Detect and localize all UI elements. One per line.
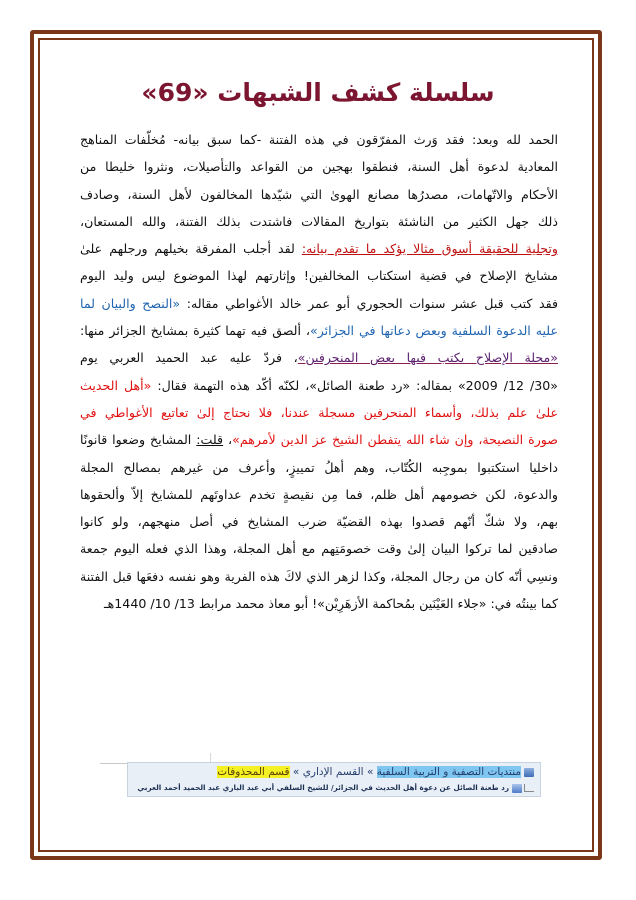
text-segment: «30/ 12/ 2009» بمقاله: «رد طعنة الصائل»، لكنّه أكّد هذه التهمة فقال: [151,377,558,393]
text-line: بهم، ولا شكّ أنّهم قصدوا بهذه القضيّة ضرب المشايخ في أصل منهجهم، ولو كانوا [80,514,558,530]
text-segment: ، ألصق فيه تهما كثيرة بمشايخ الجزائر منها: [80,323,310,339]
breadcrumb-link-subsection[interactable]: قسم المحذوفات [217,766,290,778]
thread-title-link[interactable]: رد طعنة الصائل عن دعوة أهل الحديث في الجزائر/ للشيخ السلفي أبي عبد الباري عبد الحميد أحمد العربي [137,783,509,792]
forum-breadcrumb [127,762,541,797]
text-segment: ، [223,432,233,448]
text-segment: لقد أجلب المفرقة بخيلهم ورجلهم علىٰ [80,241,302,257]
text-line: علىٰ علم بذلك، وأسماء المنحرفين مسجلة عندنا، فلا نحتاج إلىٰ تعاتيع الأغواطي في [80,404,558,420]
text-segment: المشايخ وضعوا قانونًا [80,432,197,448]
said-label: قلت: [196,432,224,448]
breadcrumb-link-section[interactable]: القسم الإداري [302,766,364,778]
breadcrumb-link-forum[interactable]: منتديات التصفية و التربية السلفية [376,766,521,778]
text-line [80,235,558,262]
text-segment: فقد كتب قبل عشر سنوات الحجوري أبو عمر خالد الأغواطي مقاله: [180,295,558,311]
thread-title-row [137,780,534,795]
text-line: الحمد لله وبعد: فقد وَرث المفرّقون في هذه الفتنة -كما سبق بيانه- مُخلّفات المناهج [80,132,558,147]
article-title-quote: عليه الدعوة السلفية وبعض دعاتها في الجزائر» [309,323,558,339]
text-line [80,344,558,371]
text-line: ذلك جهل الكثير من الناشئة بتواريخ المقالات فاشتدت بذلك الفتنة، والله المستعان، [80,213,558,229]
article-body [80,126,558,617]
text-line [80,372,558,399]
accusation-quote: «مجلة الإصلاح يكتب فيها بعض المنحرفين» [297,350,558,366]
highlighted-phrase: وتجلية للحقيقة أسوق مثالا يؤكد ما تقدم بيانه: [301,241,558,257]
text-line-signature: كما بينتُه في: «جلاء العَيْنَين بمُحاكمة الأزهَرِيْن»! أبو معاذ محمد مرابط 13/ 10/ 1440هـ [103,596,558,612]
article-title-quote: «النصح والبيان لما [80,295,181,311]
tree-connector-icon [524,784,534,792]
text-line: المعادية لدعوة أهل السنة، فنطقوا بهجين من القواعد والتأصيلات، ونثروا خليطا من [80,159,558,175]
text-line [80,290,558,317]
breadcrumb-separator: » [363,766,377,778]
page-title: سلسلة كشف الشبهات «69» [141,78,495,107]
folder-icon [524,768,534,777]
quoted-statement: صورة النصيحة، وإن شاء الله يتفطن الشيخ عز الدين لأمرهم» [232,432,558,448]
breadcrumb-separator: » [289,766,303,778]
text-line: الأحكام والاتّهامات، مصدرُها مصانع الهوىٰ التي شيّدها المخالفون لأهل السنة، وصادف [80,186,558,202]
thread-icon [512,784,522,793]
text-line: داخليا استكتبوا بموجِبه الكُتّاب، وهم أهلُ تمييزٍ، وأعرف من غيرهم بمصالح المجلة [80,459,558,475]
text-line [80,426,558,453]
breadcrumb-path [217,765,534,780]
text-line: صادقين لما تركوا البيان إلىٰ وقت خصومَتِهم مع أهل المجلة، وهذا الذي فعله اليوم جمعة [80,541,558,557]
text-segment: ، فردّ عليه عبد الحميد العربي يوم [80,350,298,366]
text-line: ونسِي أنّه كان من رجال المجلة، وكذا لزهر الذي لاكَ هذه الفرية وهو نفسه دفعَها قبل الفتنة [80,568,558,584]
text-line [80,317,558,344]
quoted-statement: «أهل الحديث [80,377,152,393]
text-line: والدعوة، لكن خصومهم أهل ظلم، فما مِن نقيصةٍ تخدم عداوتَهم للمشايخ إلاّ وألحقوها [80,486,558,502]
text-line: مشايخ الإصلاح في قضية استكتاب المخالفين! وإثارتهم لهذا الموضوع ليس وليد اليوم [80,268,558,284]
